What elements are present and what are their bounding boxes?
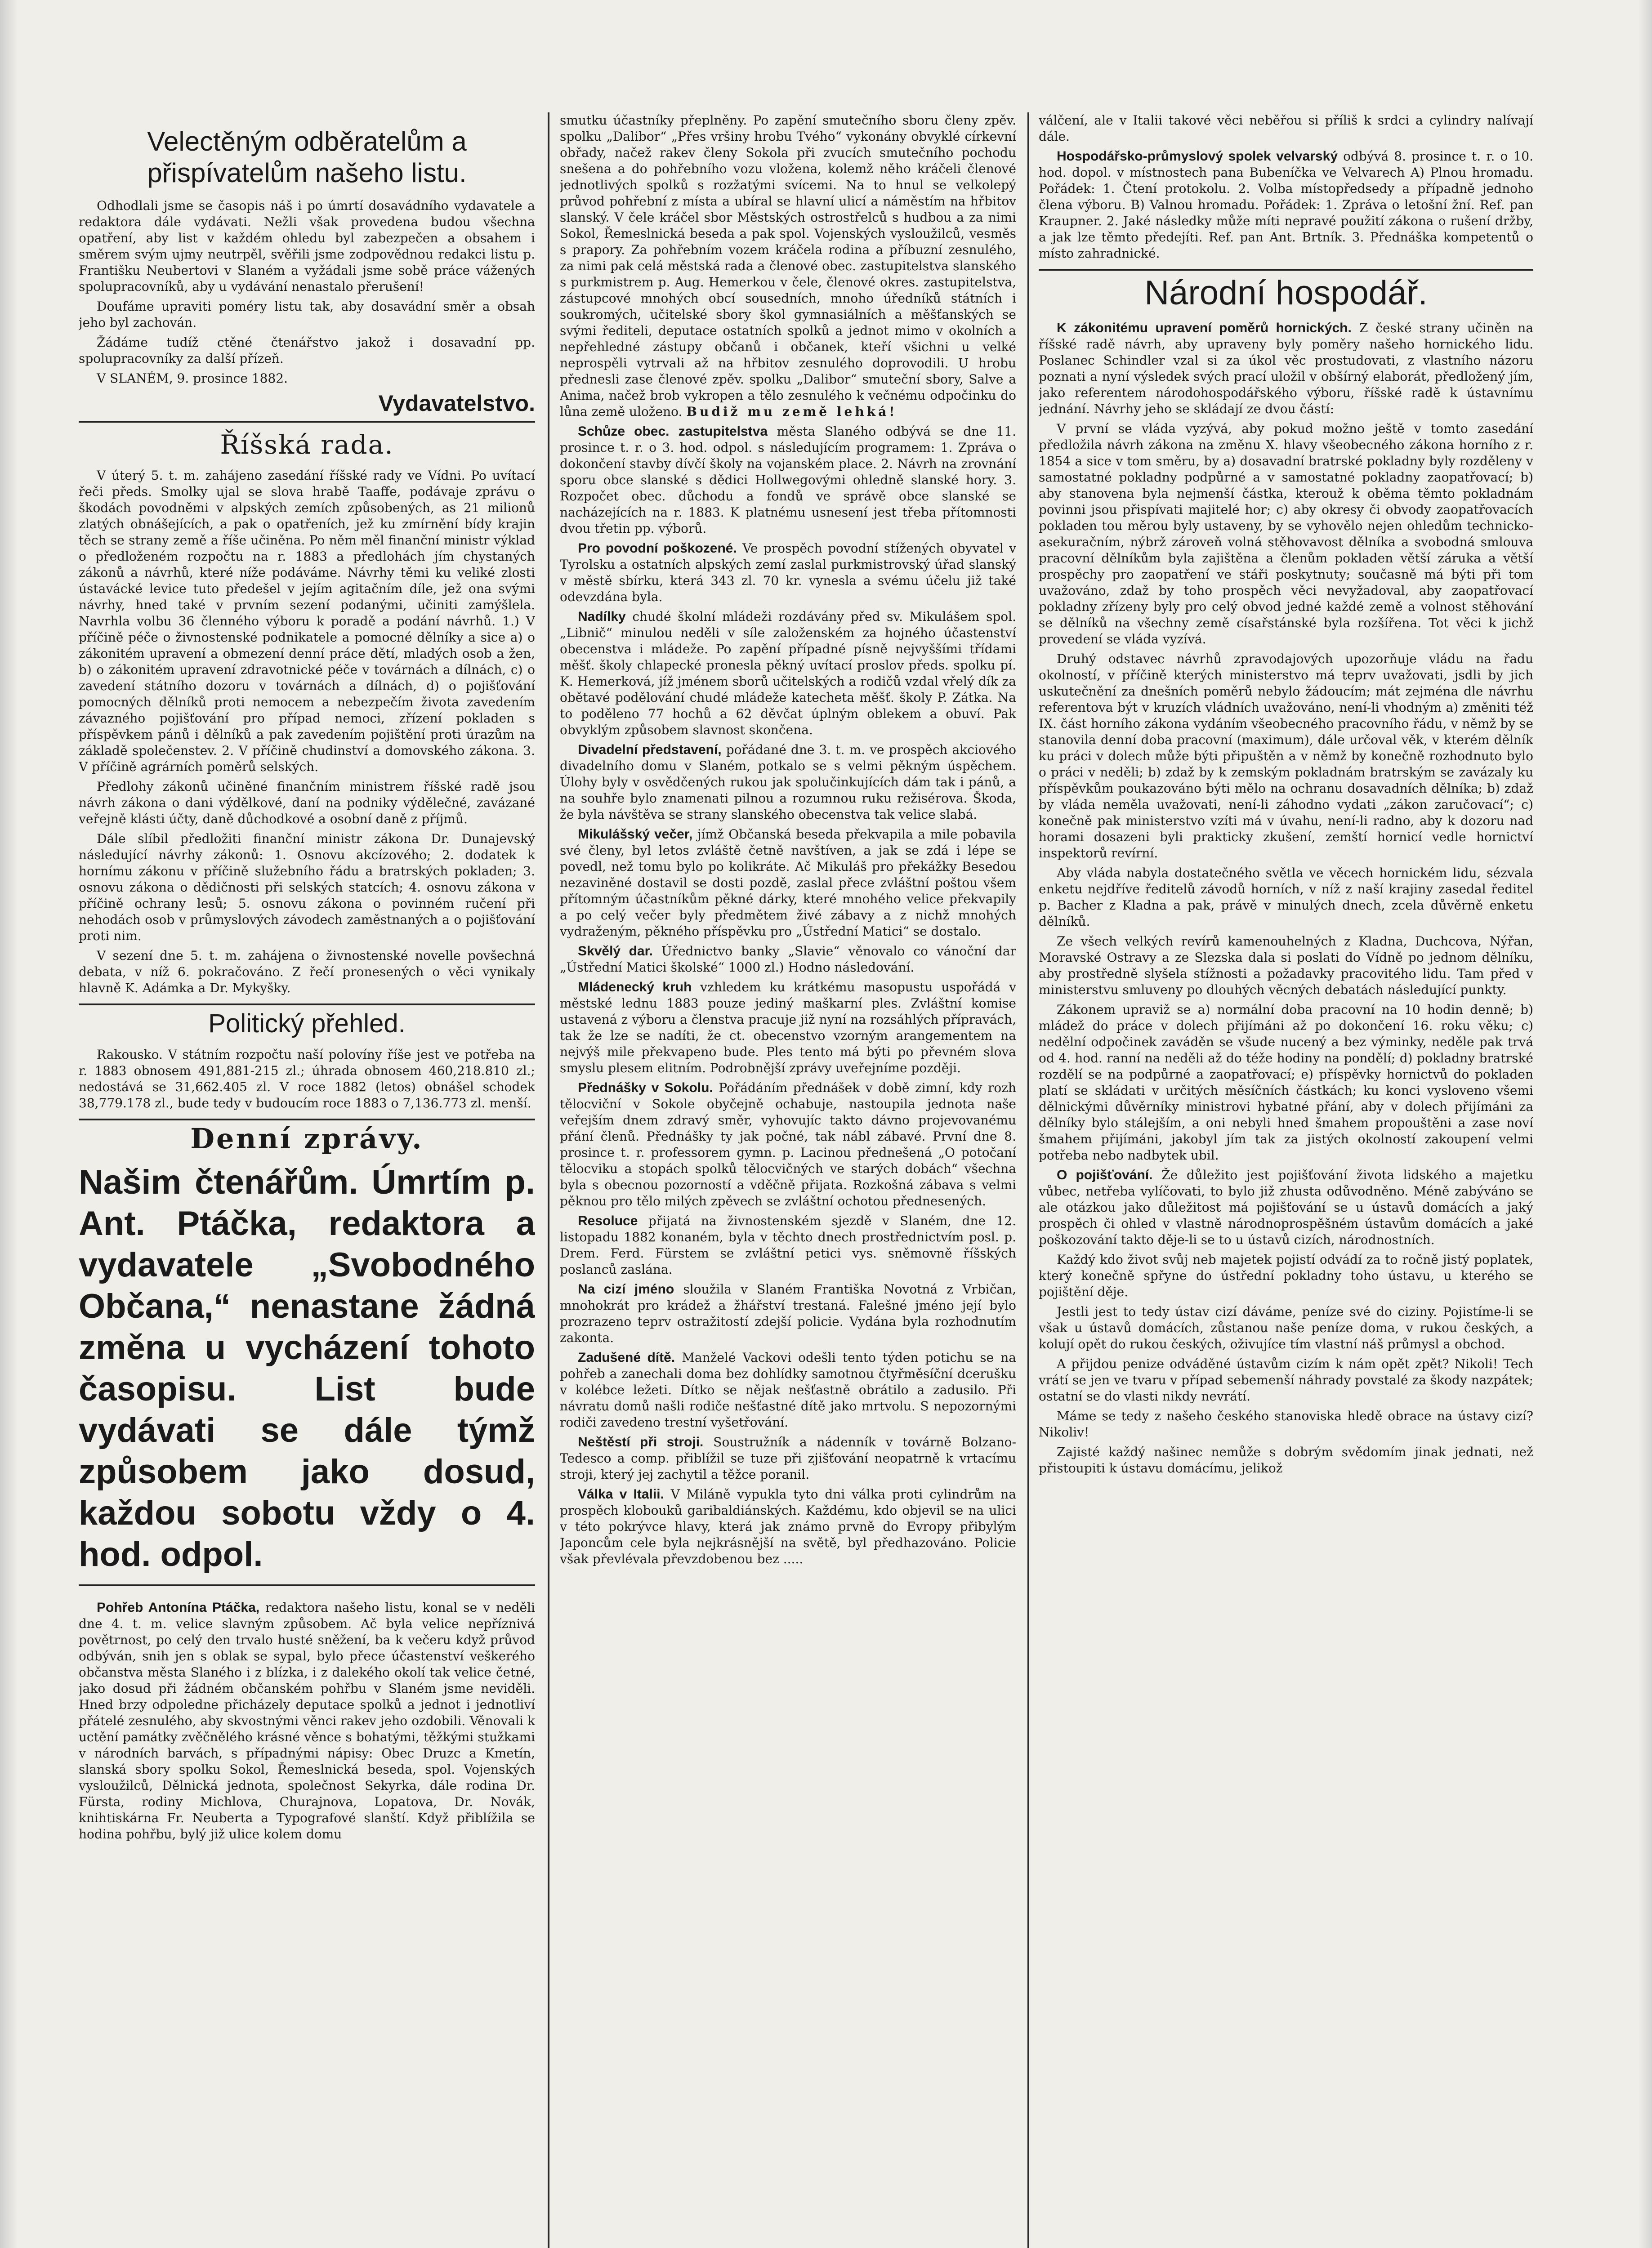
- notice-heading: Velectěným odběratelům a přispívatelům našeho listu.: [147, 126, 467, 188]
- news-item: [560, 1434, 1016, 1483]
- article-paragraph: V sezení dne 5. t. m. zahájena o živnostenské novelle povšechná debata, v níž 6. pokračováno. Z řečí pronesených o věci vynikaly hlavně K. Adámka a Dr. Mykyšky.: [79, 948, 535, 995]
- dateline: V SLANÉM, 9. prosince 1882.: [97, 371, 288, 386]
- article-text: Z české strany učiněn na říšské radě návrh, aby upraveny byly poměry našeho hornického lidu. Poslanec Schindler vzal si za úkol věc prostudovati, z vlastního názoru poznati a nyní výsledek svých prací uložil v obšírný elaborát, předložený jím, jako referentem národohospodářského výboru, říšské radě k ústavnímu jednání. Návrhy jeho se skládají ze dvou částí:: [1039, 321, 1533, 416]
- news-item: [560, 424, 1016, 537]
- article-paragraph: Aby vláda nabyla dostatečného světla ve věcech hornickém lidu, sézvala enketu nejdříve ředitelů závodů horních, v níž z naší krajiny zasedal ředitel p. Bacher z Kladna a pak, právě v minulých dnech, zcela důvěrně enketu dělníků.: [1039, 865, 1533, 929]
- news-item-text: jímž Občanská beseda překvapila a mile pobavila své členy, byl letos zvláště četně navštíven, a jak se zdá i lépe se povedl, než tomu bylo po kolikráte. Ač Mikuláš pro překážky Besedou nezaviněné dostavil se dosti pozdě, zaslal přece zvláštní poštou všem přítomným účastníkům pěkné dárky, které mnohého velice překvapily a po celý večer byly předmětem živé zábavy a z nichž mnohých vydraženým, pěkného příspěvku pro „Ústřední Matici“ se dostalo.: [560, 827, 1016, 939]
- news-item-title: Hospodářsko-průmyslový spolek velvarský: [1057, 149, 1338, 164]
- article-paragraph: Ze všech velkých revírů kamenouhelných z Kladna, Duchcova, Nýřan, Moravské Ostravy a ze Slezska dala si poslati do Vídně po jednom dělníku, aby prostředně slyšela stížnosti a požadavky pracovitého lidu. Tam před v ministerstvu smluveny po dlouhých věcných debatách následující punkty.: [1039, 934, 1533, 997]
- article-text: Že důležito jest pojišťování života lidského a majetku vůbec, netřeba vylíčovati, to bylo již zhusta odůvodněno. Méně zabýváno se ale otázkou jako důležitost má pojišťování se u ústavů domácích a jaký prospěch či ohled v vlastně národnoprospěšném ústavům domácích a jaké poškozování takto děje-li se to u ústavů cizích, národnostních.: [1039, 1168, 1533, 1247]
- news-item: [1039, 148, 1533, 262]
- news-item: [560, 826, 1016, 940]
- notice-paragraph: Žádáme tudíž ctěné čtenářstvo jakož i dosavadní pp. spolupracovníky za další přízeň.: [79, 335, 535, 366]
- news-item: [560, 1486, 1016, 1567]
- article-paragraph: Dále slíbil předložiti finanční ministr zákona Dr. Dunajevský následující návrhy zákonů: 1. Osnovu akcízového; 2. dodatek k hornímu zákonu v příčině služebního řádu a bratrských pokladen; 3. osnovu zákona o dědičnosti při selských statcích; 4. osnovu zákona v příčině ochrany lesů; 5. osnovu zákona o povinném ručení při nehodách osob v průmyslových závodech zaměstnaných a o pojišťování proti nim.: [79, 831, 535, 943]
- article-paragraph: Zajisté každý našinec nemůže s dobrým svědomím jinak jednati, než přistoupiti k ústavu domácímu, jelikož: [1039, 1445, 1533, 1476]
- column-1: [79, 112, 535, 2248]
- news-item-text: Ve prospěch povodní stížených obyvatel v Tyrolsku a ostatních alpských zemí zaslal purkmistrovský úřad slanský v městě sbírku, která 343 zl. 70 kr. vynesla a svému účelu již také odevzdána byla.: [560, 541, 1016, 604]
- news-item-text: Manželé Vackovi odešli tento týden potichu se na pohřeb a zanechali doma bez dohlídky samotnou čtyřměsíční dcerušku v kolébce ležeti. Dítko se nějak nešťastně obrátilo a zadusilo. Při návratu domů našli rodiče nešťastné dítě jako mrtvolu. S nepozornými rodiči zavedeno trestní vyšetřování.: [560, 1350, 1016, 1430]
- news-item-title: Přednášky v Sokolu.: [578, 1080, 713, 1095]
- notice-paragraph: Doufáme upraviti poméry listu tak, aby dosavádní směr a obsah jeho byl zachován.: [79, 299, 535, 330]
- article-paragraph: Předlohy zákonů učiněné finančním ministrem říšské radě jsou návrh zákona o dani výdělkové, daní na podniky výdělečné, zavázané veřejně klásti účty, daně důchodkové a osobní daně z příjmů.: [79, 779, 535, 826]
- section-title-narodni-hospodar: Národní hospodář.: [1039, 269, 1533, 312]
- news-item-text: sloužila v Slaném Františka Novotná z Vrbičan, mnohokrát pro krádež a žhářství trestaná. Falešné jméno její bylo prozrazeno teprv ostražitostí zdejší policie. Vydána byla rozhodnutím zakonta.: [560, 1282, 1016, 1345]
- column-2: [560, 112, 1016, 2248]
- article-paragraph: Druhý odstavec návrhů zpravodajových upozorňuje vládu na řadu okolností, v příčině kterých ministerstvo má teprv uvažovati, jsdli by jich uskutečnění za dnešních poměrů nebylo žádoucím; mát zejména dle návrhu referentova být v kruzích vládních uvažováno, není-li vhodným a) změniti též IX. část horního zákona vydáním všeobecného pracovního řádu, v němž by se stanovila denní doba pracovní (maximum), dále určoval věk, v kterém dělník ku práci v dolech může býti připuštěn a v němž by konečně rozhodnuto bylo o práci v neděli; b) zdaž by k zemským pokladnám bratrským se zavázaly ku příspěvkům poukazováno býti mělo na ochranu dosavadních dělníka; b) zdaž by vláda neměla uvažovati, není-li záhodno vydati „zákon zaručovací“; c) konečně pak ministerstvo vzíti má v úvahu, není-li radno, aby k dozoru nad horami dosazeni byli prakticky zkušení, zemští hornicí vedle hornictví inspektorů revírní.: [1039, 651, 1533, 861]
- column-rule-1: [548, 112, 549, 2248]
- page-shadow-right: [1639, 0, 1652, 2248]
- news-item: [560, 609, 1016, 738]
- news-item-title: Divadelní představení,: [578, 742, 722, 757]
- news-item-title: Nadílky: [578, 609, 626, 624]
- news-item: [560, 742, 1016, 823]
- news-item-closing: Budiž mu země lehká!: [686, 404, 897, 419]
- news-item-title: Neštěstí při stroji.: [578, 1435, 704, 1450]
- news-item-text: Pořádáním přednášek v době zimní, kdy rozh tělocviční v Sokole obyčejně ochabuje, nastoupila jednota naše veřejším dnem zdravý směr, vyhovujíc takto dávno projevovanému přání členů. Přednášky ty jak počné, tak nábl zábavé. První dne 8. prosince t. r. professorem gymn. p. Lacinou přednešená „O potočaní tělocviku a stopách spolků tělocvičných ve starých dobách“ všechna byla s obecnou pozorností a vděčně přijata. Rozkošná zábava s velmi pěknou pro tělo milých zpěvech se zvláštní ochotou přednesených.: [560, 1080, 1016, 1209]
- news-item-title: Mikulášský večer,: [578, 827, 693, 842]
- news-item: [560, 1080, 1016, 1209]
- section-title-politicky-prehled: Politický přehled.: [79, 1004, 535, 1039]
- article-paragraph: Jestli jest to tedy ústav cizí dáváme, peníze své do ciziny. Pojistíme-li se však u ústavů domácích, zůstanou naše peníze doma, v rukou českých, a kolují opět do rukou českých, oživujíce tím vlastní náš průmysl a obchod.: [1039, 1304, 1533, 1351]
- news-item-continued: [560, 112, 1016, 420]
- news-item-text: odbývá 8. prosince t. r. o 10. hod. dopol. v místnostech pana Bubeníčka ve Velvarech A) Plnou hromadu. Pořádek: 1. Čtení protokolu. 2. Volba místopředsedy a případně jednoho člena výboru. B) Valnou hromadu. Pořádek: 1. Zpráva o letošní žní. Ref. pan Kraupner. 2. Jaké následky může míti nepravé použití zákona o rušení držby, a jak lze těmto předejíti. Ref. pan Ant. Brtník. 3. Přednáška kompetentů o místo zahradnické.: [1039, 149, 1533, 261]
- signature: Vydavatelstvo.: [79, 390, 535, 423]
- article-paragraph: Máme se tedy z našeho českého stanoviska hledě obrace na ústavy cizí? Nikoliv!: [1039, 1409, 1533, 1440]
- article-paragraph: Rakousko. V státním rozpočtu naší polovíny říše jest ve potřeba na r. 1883 obnosem 491,881-215 zl.; úhrada obnosem 460,218.810 zl.; nedostává se 31,662.405 zl. V roce 1882 (letos) obnášel schodek 38,779.178 zl., bude tedy v budoucím roce 1883 o 7,136.773 zl. menší.: [79, 1047, 535, 1111]
- news-item-text: města Slaného odbývá se dne 11. prosince t. r. o 3. hod. odpol. s následujícím programem: 1. Zpráva o dokončení stavby dívčí školy na vojanském place. 2. Návrh na zrovnání sporu obce slanské s dědici Hollwegovými ohledně slanské hory. 3. Rozpočet obec. důchodu a fondů ve správě obce slanské se nacházejících na r. 1883. K platnému usnesení jest třeba přítomnosti dvou třetin pp. výborů.: [560, 424, 1016, 536]
- news-item: [560, 1213, 1016, 1278]
- article-title: K zákonitému upravení poměrů hornických.: [1057, 321, 1352, 335]
- news-item-text: chudé školní mládeži rozdávány před sv. Mikulášem spol. „Libnič“ minulou neděli v síle založenském za hojného účastenství obecenstva i mládeže. Po zapění případné písně nejvyššími třídami měšť. školy chlapecké pronesla pěkný uvítací proslov předs. spolku pí. K. Hemerková, jíž jménem sborů učitelských a rodičů vzdal vřelý dík za obětavé podělování chudé mládeže katecheta měšť. školy P. Zátka. Na to podělenо 77 hochů a 62 děvčat úplným oblekem a obuví. Pak obvyklým způsobem slavnost skončena.: [560, 609, 1016, 737]
- news-item-title: Skvělý dar.: [578, 944, 653, 959]
- article-paragraph: [1039, 320, 1533, 417]
- news-item-text: Úřednictvo banky „Slavie“ věnovalo co vánoční dar „Ústřední Matici školské“ 1000 zl.) Hodno následování.: [560, 944, 1016, 975]
- article-paragraph: V první se vláda vyzývá, aby pokud možno ještě v tomto zasedání předložila návrh zákona na změnu X. hlavy všeobecného zákona horního z r. 1854 a sice v tom směru, by a) dosavadní bratrské pokladny byly rozděleny v samostatné pokladny podpůrné a v samostatné pokladny zaopatřovací; b) aby stanovena byla nejmenší částka, kterouž k oběma těmto pokladnám povinni jsou přispívati majitelé hor; c) aby okresy či obvody zaopatřovacích pokladen tou měrou byly ustaveny, by se vyhovělo nejen ohledům technicko-asekuračním, nýbrž zároveň volná stěhovavost dělníka a svobodná smlouva pracovní dělníkům byla zajištěna a členům pokladen větší záruka a větší prospěchy pro zaopatření ve stáři poskytnuty; současně má býti při tom uvažováno, zdaž by toho prospěch věci nevyžadoval, aby zaopatřovací pokladny zřízeny byly pro celý obvod jedné každé země a volnost stěhování se dělníků na všechny země císařstánské byla rozšířena. Tot věci k jichž provedení se vláda vyzívá.: [1039, 421, 1533, 647]
- news-item-text: redaktora našeho listu, konal se v neděli dne 4. t. m. velice slavným způsobem. Ač byla velice nepříznivá povětrnost, po celý den trvalo husté sněžení, ba k večeru když průvod odbýván, snih jen s oblak se sypal, bylo přece účastenství veškerého občanstva města Slaného i z blízka, i z dalekého okolí tak velice četné, jako dosud při žádném občanském pohřbu v Slaném jsme neviděli. Hned brzy odpoledne přicházely deputace spolků a jednot i jednotliví přátelé zesnulého, aby skvostnými věnci rakev jeho ozdobili. Věnovali k uctění památky zvěčnělého krásné věnce s bohatými, těžkými stužkami v národních barvách, s případnými nápisy: Obec Druzc a Kmetín, slanská sbory spolku Sokol, Řemeslnická beseda, spol. Vojenských vysloužilců, Dělnická jednota, společnost Sekyrka, dále rodina Dr. Fürsta, rodiny Michlova, Churajnova, Lopatova, Dr. Novák, knihtiskárna Fr. Neuberta a Typografové slanští. Když přiblížila se hodina pohřbu, bylý již ulice kolem domu: [79, 1600, 535, 1842]
- news-item-text: přijatá na živnostenském sjezdě v Slaném, dne 12. listopadu 1882 konaném, byla v těchto dnech prostřednictvím posl. p. Drem. Ferd. Fürstem se zvláštní petici vys. sněmovně říšských poslanců zaslána.: [560, 1213, 1016, 1277]
- news-item: [560, 540, 1016, 605]
- news-item-text: pořádané dne 3. t. m. ve prospěch akciového divadelního domu v Slaném, potkalo se s velmi pěkným úspěchem. Úlohy byly v osvědčených rukou jak spolučinkujících dám tak i pánů, a na souhře bylo znamenati pilnou a rozumnou ruku režisérova. Škoda, že byla návštěva se strany slanského obecenstva tak velice slabá.: [560, 742, 1016, 822]
- news-item: [560, 943, 1016, 976]
- page-shadow-left: [0, 0, 18, 2248]
- news-item: [79, 1600, 535, 1842]
- news-item-text: vzhledem ku krátkému masopustu uspořádá v městské lednu 1883 pouze jediný maškarní ples. Zvláštní komise ustavená z výboru a členstva pracuje již nyní na rozsáhlých přípravách, tak že lze se nadíti, že ct. obecenstvo vzorným arangementem na nejvýš mile překvapeno bude. Ples tento má býti po převném slova smyslu plesem elitním. Podrobnější zprávy uveřejníme později.: [560, 980, 1016, 1075]
- news-item: [560, 1350, 1016, 1431]
- news-item-title: Resoluce: [578, 1213, 638, 1228]
- news-item-title: Mládenecký kruh: [578, 980, 692, 995]
- news-item-text: Soustružník a nádenník v továrně Bolzano-Tedesco a comp. přiblížil se tuze při zjišťování neopatrně k vrtacímu stroji, který jej zachytil a těžce poranil.: [560, 1435, 1016, 1482]
- news-item-title: Zadušené dítě.: [578, 1350, 675, 1365]
- news-item-title: Pro povodní poškozené.: [578, 541, 737, 556]
- article-paragraph: [1039, 1167, 1533, 1248]
- article-paragraph: Každý kdo život svůj neb majetek pojistí odvádí za to ročně jistý poplatek, který konečně spřyne do ústřední pokladny toho ústavu, u kterého se pojištění děje.: [1039, 1252, 1533, 1299]
- news-item-text: smutku účastníky přeplněny. Po zapění smutečního sboru členy zpěv. spolku „Dalibor“ „Přes vršiny hrobu Tvého“ vykonány obvyklé církevní obřady, načež rakev členy Sokola při zvucích smutečního pochodu snešena a do pohřebního vozu vložena, kolemž něho kráčeli členové jednotlivých spolků s rozžatými svícemi. Na to hnul se velkolepý průvod pohřební z místa a ubíral se hlavní ulicí a náměstím na hřbitov slanský. V čele kráčel sbor Městských ostrostřelců s hudbou a za nimi Sokol, Řemeslnická beseda a pak spol. Vojenských vysloužilců, vesměs s prapory. Za pohřebním vozem kráčela rodina a příbuzní zesnulého, za nimi pak celá městská rada a členové obec. zastupitelstva slanského s purkmistrem p. Aug. Hemerkou v čele, členové okres. zastupitelstva, zástupcové mnohých obcí sousedních, mnoho úředníků státních i soukromých, učitelské sbory škol gymnasiálních a měšťanských se svými řediteli, deputace ostatních spolků a jednot mimo v okolních a nepřehledné zástupy občanů i občanek, kteří všichni u velké neprospěli vytrvali až na hřbitov zesnulého doprovodili. U hrobu přednesli zase členové zpěv. spolku „Dalibor“ smuteční sbory, Salve a Anima, načež brob vykropen a tělo zesnulého k večnému odpočinku do lůna země uloženo.: [560, 113, 1016, 419]
- article-paragraph: Zákonem upraviž se a) normální doba pracovní na 10 hodin denně; b) mládež do práce v dolech přijímáni až po dokončení 16. roku věku; c) nedělní odpočinek zaváděn se všude nucený a bez výminky, neděle pak trvá od 4. hod. ranní na neděli až do téže hodiny na pondělí; d) pokladny bratrské rozdělí se na podpůrné a zaopatřovací; e) příspěvky hornictvů do pokladen platí se skládati v určitých měsíčních částkách; ku konci vysloveno všemi dělnickými důvěrníky ministrovi hybatné přání, aby v dolech přijímáni za dělníky bylo stálejším, a oni nebyli hned šmahem propouštěni a zase noví šmahem přijímáni, jakobyl jím tak za jistých okolností zakoupení velmi potřeba nebo nadbytek ubil.: [1039, 1002, 1533, 1163]
- article-title: O pojišťování.: [1057, 1168, 1153, 1182]
- news-item-title: Na cizí jméno: [578, 1282, 674, 1297]
- section-title-risska-rada: Říšská rada.: [220, 429, 394, 460]
- news-item-text: V Miláně vypukla tyto dni válka proti cylindrům na prospěch klobouků garibaldiánských. Každému, kdo objevil se na ulici v této pokrývce hlavy, která jak známo prvně do Evropy přibylým Japoncům cele byla nejkrásnější na světě, byl předhazováno. Policie však převlévala převzdobenou bez .....: [560, 1487, 1016, 1566]
- article-paragraph: A přijdou penize odváděné ústavům cizím k nám opět zpět? Nikoli! Tech vrátí se jen ve tvaru v případ sebemenší náhrady povstalé za škody nazpátek; ostatní se do vlasti nikdy nevrátí.: [1039, 1356, 1533, 1404]
- news-item-title: Schůze obec. zastupitelstva: [578, 424, 768, 439]
- notice-paragraph: Odhodlali jsme se časopis náš i po úmrtí dosavádního vydavatele a redaktora dále vydávati. Nežli však provedena budou všechna opatření, aby list v každém ohledu byl zabezpečen a obsahem i směrem svým ujmy neutrpěl, svěřili jsme zodpovědnou redakci listu p. Františku Neubertovi v Slaném a vyžádali jsme sobě práce vážených spolupracovníků, aby u vydávání nenastalo přerušení!: [79, 198, 535, 294]
- news-item: [560, 979, 1016, 1076]
- readers-notice: Našim čtenářům. Úmrtím p. Ant. Ptáčka, redaktora a vydavatele „Svobodného Občana,“ nenastane žádná změna u vycházení tohoto časopisu. List bude vydávati se dále týmž způsobem jako dosud, každou sobotu vždy o 4. hod. odpol.: [79, 1162, 535, 1586]
- section-title-denni-zpravy: Denní zprávy.: [79, 1119, 535, 1154]
- article-paragraph: V úterý 5. t. m. zahájeno zasedání říšské rady ve Vídni. Po uvítací řeči předs. Smolky ujal se slova hrabě Taaffe, podávaje zprávu o škodách povodněmi v alpských zemích způsobených, as 21 milionů zlatých obnášejících, a pak o opatřeních, jež ku zmírnění bídy krajin těch se strany země a říše učiněna. Po něm měl finanční ministr výklad o předloženém rozpočtu na r. 1883 a předlohách jím chystaných zákonů a návrhů, které níže podáváme. Návrhy těmi ku veliké zlosti ústavácké levice tuto předešel v jejím agitačním díle, jež ona svými návrhy, hned také v prvním sezení podanými, učiniti zamýšlela. Navrhla volbu 36 členného výboru k poradě a podání návrhů. 1.) V příčině péče o živnostenské podnikatele a pomocné dělníky a sice a) o zákonitém upravení a obmezení denní práce dětí, mladých osob a žen, b) o zákonitém upravení zdravotnické péče v továrnách a dílnách, c) o zavedení státního dozoru v továrnách a dílnách, d) o pojišťování pomocných dělníků proti nemocem a nebezpečím života zavedením závazného pojišťování pro případ nemoci, zřízení pokladen s příspěvkem pánů i dělníků a pak zavedením pojištění proti úrazům na základě společenstev. 2. V příčině chudinství a domovského zákona. 3. V příčině agrárních poměrů selských.: [79, 468, 535, 774]
- column-3: [1039, 112, 1533, 2248]
- column-rule-2: [1027, 112, 1029, 2248]
- news-item-continued: válčení, ale v Italii takové věci neběřou si příliš k srdci a cylindry nalívají dále.: [1039, 113, 1533, 144]
- news-item-title: Válka v Italii.: [578, 1487, 664, 1502]
- news-item-title: Pohřeb Antonína Ptáčka,: [97, 1600, 260, 1615]
- news-item: [560, 1281, 1016, 1346]
